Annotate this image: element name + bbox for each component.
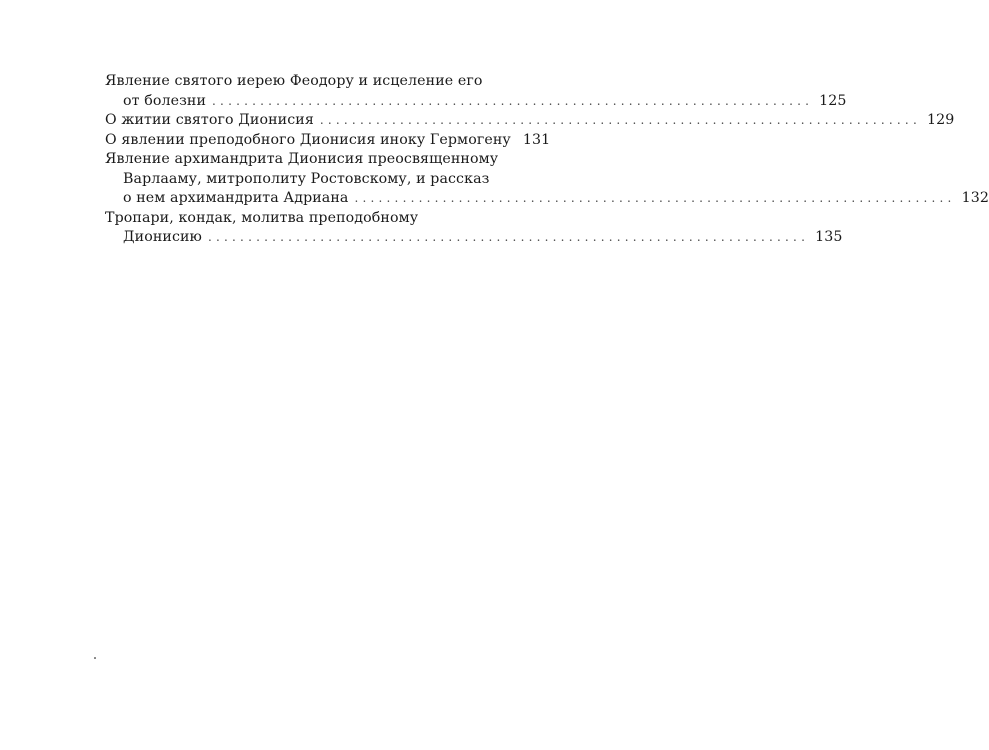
toc-entry-title-line: о нем архимандрита Адриана [123, 190, 349, 206]
toc-entry-title-line: Тропари, кондак, молитва преподобному [105, 209, 419, 226]
toc-page-number: 125 [819, 92, 847, 109]
toc-entry[interactable] [105, 111, 955, 131]
toc-entry[interactable] [105, 209, 843, 248]
toc-page-number: 129 [926, 112, 955, 128]
toc-entry-title-line: Явление святого иерею Феодору и исцеление его [105, 73, 483, 89]
dot-leader: ........................................................................... [212, 93, 814, 108]
toc-entry-title-line: Явление архимандрита Дионисия преосвященному [105, 151, 499, 167]
toc-page-number: 135 [815, 229, 843, 245]
toc-entry-title-line: О явлении преподобного Дионисия иноку Гермогену [105, 131, 511, 148]
toc-entry-title-line: Варлааму, митрополиту Ростовскому, и рассказ [123, 170, 490, 187]
table-of-contents [105, 72, 989, 248]
toc-entry[interactable] [105, 72, 847, 111]
paper-speck [94, 657, 96, 659]
toc-entry[interactable] [105, 131, 551, 151]
toc-entry-title-line: О житии святого Дионисия [105, 112, 314, 128]
toc-page-number: 131 [522, 131, 551, 148]
toc-entry-title-line: от болезни [123, 92, 207, 109]
toc-entry[interactable] [105, 150, 989, 209]
dot-leader: ........................................................................... [208, 230, 810, 244]
dot-leader: ........................................................................... [319, 113, 921, 127]
dot-leader: ........................................................................... [354, 191, 956, 205]
toc-entry-title-line: Дионисию [123, 229, 202, 245]
toc-page-number: 132 [961, 190, 989, 206]
